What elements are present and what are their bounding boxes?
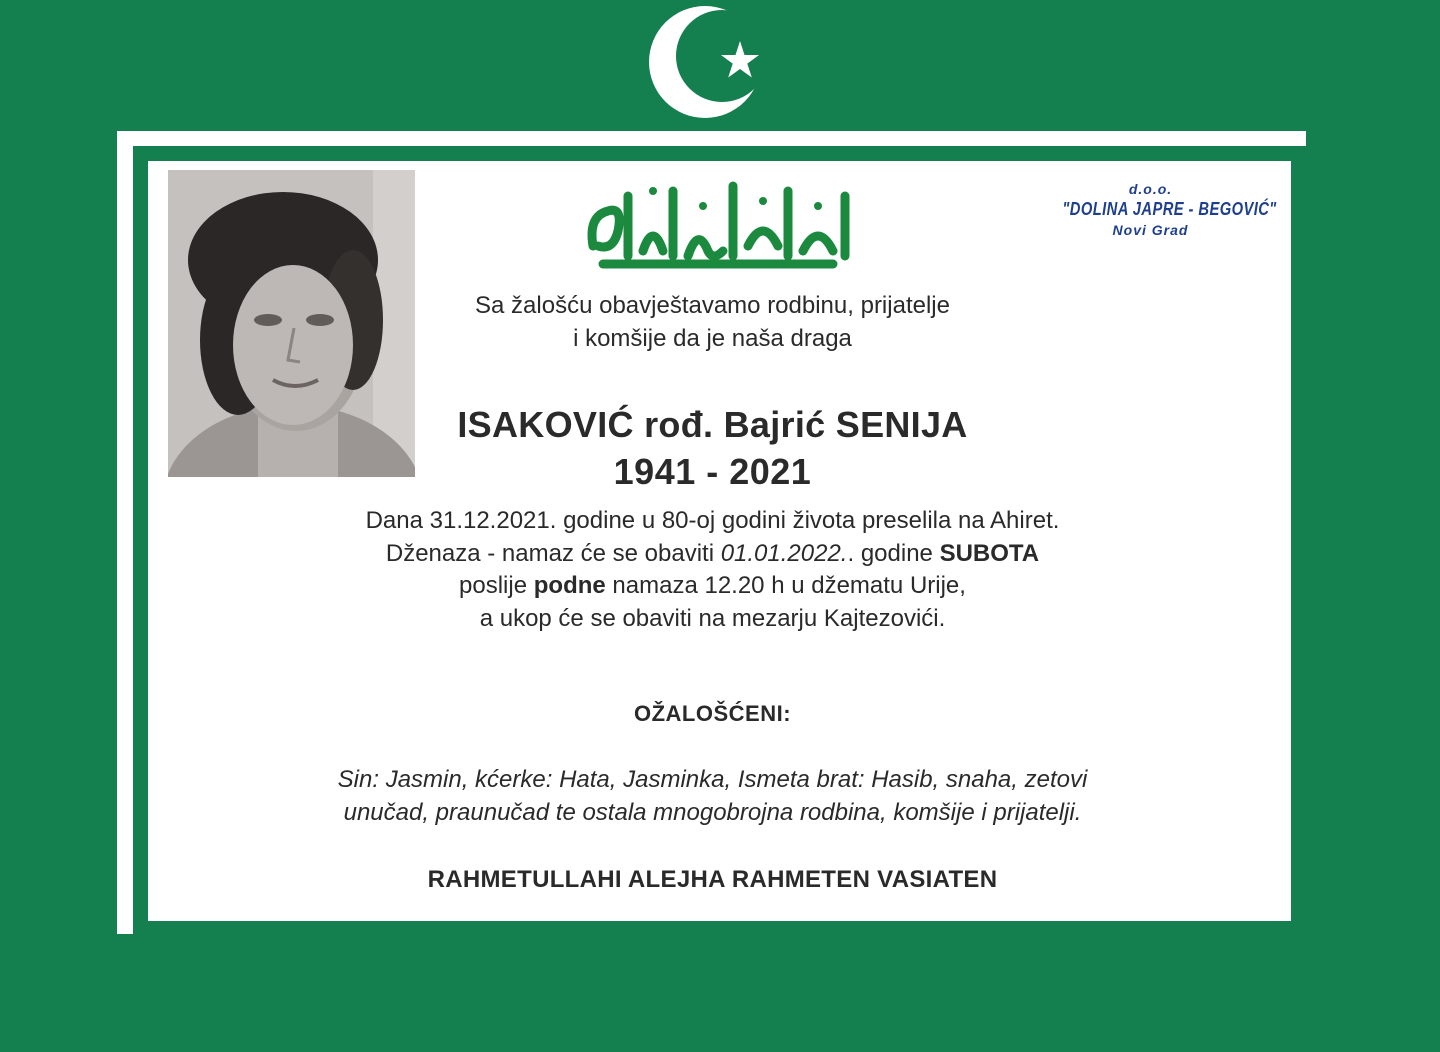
intro-text <box>148 289 1277 355</box>
details-line-2-b: . godine <box>847 539 940 567</box>
notice-paper <box>148 161 1277 908</box>
company-name: "DOLINA JAPRE - BEGOVIĆ" <box>1062 199 1277 219</box>
company-legal-form: d.o.o. <box>1128 181 1173 197</box>
mourners-line-2: unučad, praunučad te ostala mnogobrojna rodbina, komšije i prijatelji. <box>343 799 1082 826</box>
intro-line-2: i komšije da je naša draga <box>573 325 852 352</box>
details-line-4: a ukop će se obaviti na mezarju Kajtezovići. <box>479 604 946 632</box>
funeral-company <box>1043 181 1277 238</box>
details-line-3-a: poslije <box>459 572 534 599</box>
details-line-2-a: Dženaza - namaz će se obaviti <box>385 539 721 567</box>
arabic-calligraphy-icon <box>583 176 858 271</box>
intro-line-1: Sa žalošću obavještavamo rodbinu, prijatelje <box>475 292 950 319</box>
funeral-details <box>148 505 1277 635</box>
deceased-name: ISAKOVIĆ rođ. Bajrić SENIJA <box>457 404 968 445</box>
details-line-3-b: namaza 12.20 h u džematu Urije, <box>605 572 966 599</box>
details-line-2 <box>148 538 1277 571</box>
notice-frame <box>117 131 1306 934</box>
details-line-3 <box>148 570 1277 603</box>
details-line-3-bold: podne <box>533 572 606 599</box>
mourners-line-1: Sin: Jasmin, kćerke: Hata, Jasminka, Ismeta brat: Hasib, snaha, zetovi <box>337 766 1088 793</box>
closing-prayer: RAHMETULLAHI ALEJHA RAHMETEN VASIATEN <box>427 866 998 893</box>
deceased-years: 1941 - 2021 <box>613 451 812 492</box>
funeral-day: SUBOTA <box>939 539 1040 567</box>
company-city: Novi Grad <box>1112 222 1189 238</box>
mourners-title: OŽALOŠĆENI: <box>633 701 792 726</box>
details-line-1: Dana 31.12.2021. godine u 80-oj godini života preselila na Ahiret. <box>365 507 1060 534</box>
mourners-list <box>148 763 1277 829</box>
crescent-star-icon <box>640 4 780 124</box>
funeral-date: 01.01.2022. <box>720 539 848 567</box>
